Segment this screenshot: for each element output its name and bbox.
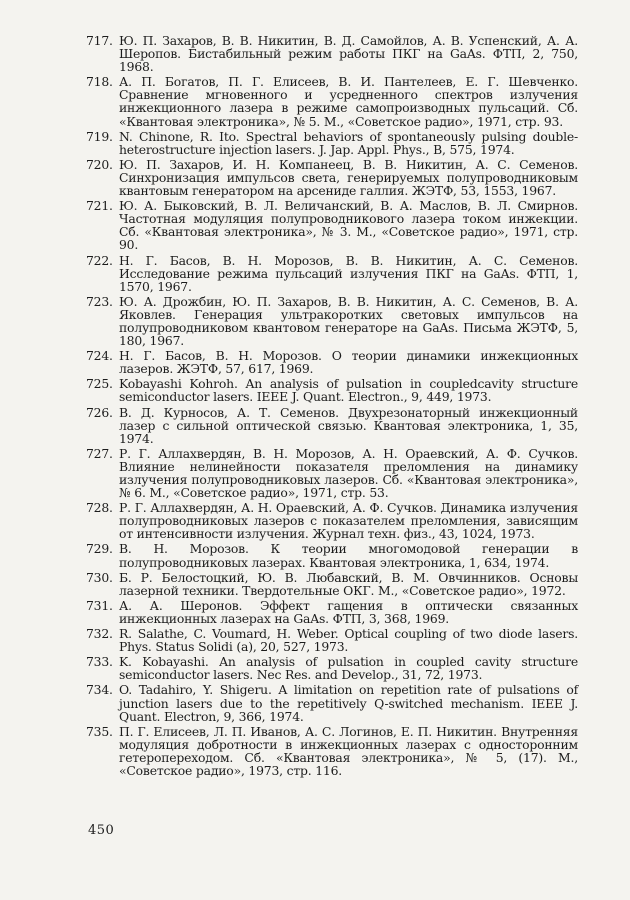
reference-number: 724. xyxy=(86,348,113,364)
reference-entry xyxy=(86,199,578,251)
reference-entry xyxy=(86,75,578,127)
reference-entry xyxy=(86,571,578,597)
reference-entry xyxy=(86,130,578,156)
page-number: 450 xyxy=(88,823,115,838)
reference-text: O. Tadahiro, Y. Shigeru. A limitation on repetition rate of pulsations of junction lasers due to the repetitively Q-switched mechanism. IEEE J. Quant. Electron, 9, 366, 1974. xyxy=(119,682,578,724)
reference-text: А. П. Богатов, П. Г. Елисеев, В. И. Пантелеев, Е. Г. Шевченко. Сравнение мгновенного и усредненного спектров излучения инжекционного лазера в режиме самопроизводных пульсаций. Сб. «Квантовая электроника», № 5. М., «Советское радио», 1971, стр. 93. xyxy=(119,74,578,129)
reference-entry xyxy=(86,627,578,653)
reference-text: Н. Г. Басов, В. Н. Морозов. О теории динамики инжекционных лазеров. ЖЭТФ, 57, 617, 1969. xyxy=(119,348,578,377)
reference-entry xyxy=(86,655,578,681)
reference-number: 719. xyxy=(86,128,113,144)
reference-list xyxy=(86,34,578,779)
reference-entry xyxy=(86,447,578,499)
reference-number: 733. xyxy=(86,654,113,670)
reference-text: N. Chinone, R. Ito. Spectral behaviors of spontaneously pulsing double-heterostructure injection lasers. J. Jap. Appl. Phys., B, 575, 1974. xyxy=(119,128,578,157)
reference-number: 720. xyxy=(86,156,113,172)
reference-entry xyxy=(86,254,578,293)
reference-text: Kobayashi Kohroh. An analysis of pulsation in coupledcavity structure semiconductor lasers. IEEE J. Quant. Electron., 9, 449, 1973. xyxy=(119,376,578,405)
reference-number: 729. xyxy=(86,541,113,557)
reference-entry xyxy=(86,725,578,777)
reference-entry xyxy=(86,542,578,568)
reference-text: Ю. А. Быковский, В. Л. Величанский, В. А. Маслов, В. Л. Смирнов. Частотная модуляция полупроводникового лазера током инжекции. Сб. «Квантовая электроника», № 3. М., «Советское радио», 1971, стр. 90. xyxy=(119,198,578,253)
reference-number: 731. xyxy=(86,597,113,613)
reference-entry xyxy=(86,501,578,540)
reference-text: R. Salathe, C. Voumard, H. Weber. Optical coupling of two diode lasers. Phys. Status Solidi (a), 20, 527, 1973. xyxy=(119,626,578,655)
reference-text: Ю. П. Захаров, В. В. Никитин, В. Д. Самойлов, А. В. Успенский, А. А. Шеропов. Бистабильный режим работы ПКГ на GaAs. ФТП, 2, 750, 1968. xyxy=(119,33,578,75)
reference-text: В. Д. Курносов, А. Т. Семенов. Двухрезонаторный инжекционный лазер с сильной оптической связью. Квантовая электроника, 1, 35, 1974. xyxy=(119,404,578,446)
reference-text: K. Kobayashi. An analysis of pulsation in coupled cavity structure semiconductor lasers. Nec Res. and Develop., 31, 72, 1973. xyxy=(119,654,578,683)
reference-text: Р. Г. Аллахвердян, В. Н. Морозов, А. Н. Ораевский, А. Ф. Сучков. Влияние нелинейности показателя преломления на динамику излучения полупроводниковых лазеров. Сб. «Квантовая электроника», № 6. М., «Советское радио», 1971, стр. 53. xyxy=(119,445,578,501)
reference-text: Ю. А. Дрожбин, Ю. П. Захаров, В. В. Никитин, А. С. Семенов, В. А. Яковлев. Генерация ультракоротких световых импульсов на полупроводниковом квантовом генераторе на GaAs. Письма ЖЭТФ, 5, 180, 1967. xyxy=(119,293,578,349)
reference-text: Р. Г. Аллахвердян, А. Н. Ораевский, А. Ф. Сучков. Динамика излучения полупроводниковых лазеров с показателем преломления, зависящим от интенсивности излучения. Журнал техн. физ., 43, 1024, 1973. xyxy=(119,500,578,542)
reference-text: Ю. П. Захаров, И. Н. Компанеец, В. В. Никитин, А. С. Семенов. Синхронизация импульсов света, генерируемых полупроводниковым квантовым генератором на арсениде галлия. ЖЭТФ, 53, 1553, 1967. xyxy=(119,156,578,199)
reference-number: 726. xyxy=(86,404,113,420)
reference-text: А. А. Шеронов. Эффект гащения в оптически связанных инжекционных лазерах на GaAs. ФТП, 3, 368, 1969. xyxy=(119,597,578,626)
reference-entry xyxy=(86,34,578,73)
reference-entry xyxy=(86,406,578,445)
reference-entry xyxy=(86,295,578,347)
reference-number: 717. xyxy=(86,33,113,48)
reference-entry xyxy=(86,599,578,625)
reference-text: В. Н. Морозов. К теории многомодовой генерации в полупроводниковых лазерах. Квантовая электроника, 1, 634, 1974. xyxy=(119,541,578,570)
reference-number: 735. xyxy=(86,723,113,739)
reference-entry xyxy=(86,377,578,403)
reference-entry xyxy=(86,683,578,722)
reference-number: 728. xyxy=(86,500,113,516)
reference-number: 730. xyxy=(86,569,113,585)
reference-number: 727. xyxy=(86,445,113,461)
reference-text: П. Г. Елисеев, Л. П. Иванов, А. С. Логинов, Е. П. Никитин. Внутренняя модуляция добротности в инжекционных лазерах с односторонним гетеропереходом. Сб. «Квантовая электроника», № 5, (17). М., «Советское радио», 1973, стр. 116. xyxy=(119,723,578,778)
reference-number: 721. xyxy=(86,198,113,214)
reference-entry xyxy=(86,158,578,197)
reference-number: 723. xyxy=(86,293,113,309)
reference-number: 718. xyxy=(86,74,113,90)
reference-number: 734. xyxy=(86,682,113,698)
reference-text: Н. Г. Басов, В. Н. Морозов, В. В. Никитин, А. С. Семенов. Исследование режима пульсаций излучения ПКГ на GaAs. ФТП, 1, 1570, 1967. xyxy=(119,252,578,294)
reference-entry xyxy=(86,349,578,375)
reference-text: Б. Р. Белостоцкий, Ю. В. Любавский, В. М. Овчинников. Основы лазерной техники. Твердотельные ОКГ. М., «Советское радио», 1972. xyxy=(119,569,578,598)
reference-number: 732. xyxy=(86,626,113,642)
reference-number: 722. xyxy=(86,252,113,268)
reference-number: 725. xyxy=(86,376,113,392)
